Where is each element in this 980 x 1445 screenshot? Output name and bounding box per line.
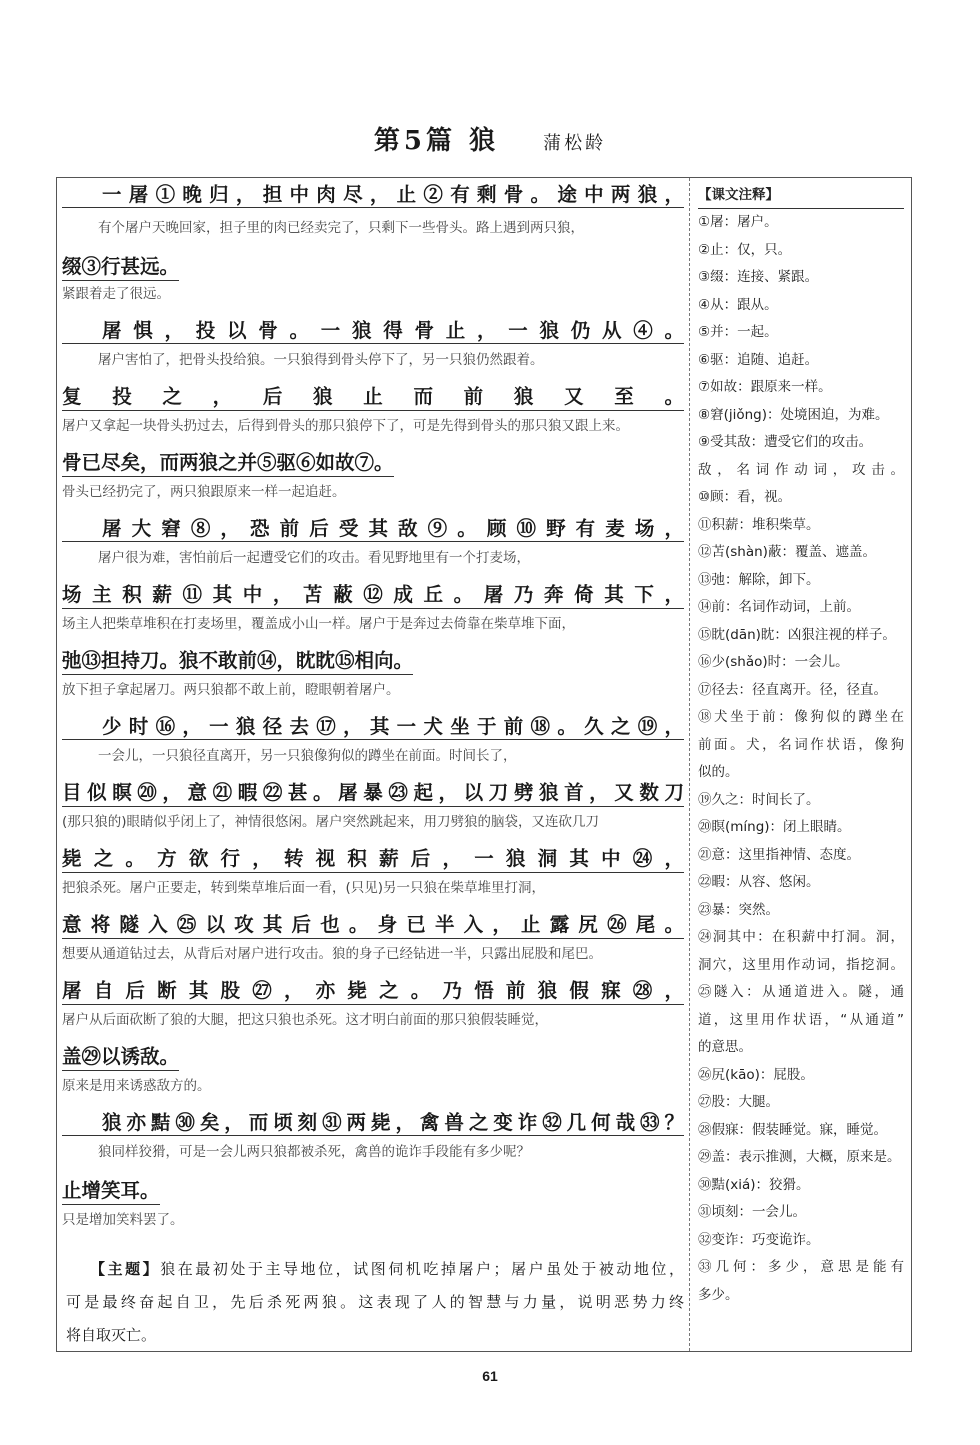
note-item: ⑱犬坐于前：像狗似的蹲坐在 — [698, 709, 904, 725]
modern-line: 放下担子拿起屠刀。两只狼都不敢上前，瞪眼朝着屠户。 — [62, 682, 400, 698]
page-number: 61 — [482, 1368, 498, 1384]
column-divider — [689, 178, 690, 1351]
modern-line: 骨头已经扔完了，两只狼跟原来一样一起追赶。 — [62, 484, 346, 500]
note-item: ⑤并：一起。 — [698, 324, 778, 340]
modern-line: 把狼杀死。屠户正要走，转到柴草堆后面一看，(只见)另一只狼在柴草堆里打洞， — [62, 880, 546, 896]
classical-line: 盖㉙以诱敌。 — [62, 1044, 179, 1071]
note-item: 似的。 — [698, 764, 739, 780]
note-item: ④从：跟从。 — [698, 296, 778, 313]
note-item: ⑬弛：解除，卸下。 — [698, 571, 820, 588]
classical-line: 复投之，后狼止而前狼又至。 — [62, 384, 684, 411]
theme-line: 将自取灭亡。 — [66, 1326, 157, 1344]
classical-line: 骨已尽矣，而两狼之并⑤驱⑥如故⑦。 — [62, 450, 394, 477]
modern-line: 狼同样狡猾，可是一会儿两只狼都被杀死，禽兽的诡诈手段能有多少呢？ — [98, 1144, 530, 1160]
note-item: ②止：仅，只。 — [698, 241, 792, 258]
note-item: ㉗股：大腿。 — [698, 1094, 779, 1110]
note-item: 的意思。 — [698, 1039, 752, 1055]
modern-line: 紧跟着走了很远。 — [62, 286, 170, 302]
modern-line: 一会儿，一只狼径直离开，另一只狼像狗似的蹲坐在前面。时间长了， — [98, 748, 517, 764]
note-item: 多少。 — [698, 1286, 739, 1303]
modern-line: 想要从通道钻过去，从背后对屠户进行攻击。狼的身子已经钻进一半，只露出屁股和尾巴。 — [62, 946, 602, 962]
note-item: ⑦如故：跟原来一样。 — [698, 379, 832, 395]
note-item: ⑪积薪：堆积柴草。 — [698, 516, 820, 533]
note-item: 洞穴，这里用作动词，指挖洞。 — [698, 956, 904, 973]
note-item: ⑥驱：追随、追赶。 — [698, 351, 819, 368]
note-item: ㉝几何：多少，意思是能有 — [698, 1259, 904, 1275]
modern-line: 只是增加笑料罢了。 — [62, 1212, 184, 1228]
classical-line: 少时⑯，一狼径去⑰，其一犬坐于前⑱。久之⑲， — [62, 714, 684, 740]
modern-line: 屠户害怕了，把骨头投给狼。一只狼得到骨头停下了，另一只狼仍然跟着。 — [98, 352, 544, 368]
notes-header: 【课文注释】 — [698, 182, 904, 209]
note-item: ⑭前：名词作动词，上前。 — [698, 599, 860, 615]
classical-line: 场主积薪⑪其中，苫蔽⑫成丘。屠乃奔倚其下， — [62, 582, 684, 609]
modern-line: 屠户又拿起一块骨头扔过去，后得到骨头的那只狼停下了，可是先得到骨头的那只狼又跟上来。 — [62, 418, 629, 434]
page-title — [0, 120, 980, 157]
note-item: ㉚黠(xiá)：狡猾。 — [698, 1176, 810, 1193]
note-item: ㉙盖：表示推测，大概，原来是。 — [698, 1149, 901, 1165]
classical-line: 屠惧，投以骨。一狼得骨止，一狼仍从④。 — [62, 318, 684, 344]
note-item: ㉒暇：从容、悠闲。 — [698, 874, 820, 890]
note-item: ㉓暴：突然。 — [698, 901, 779, 918]
theme-section — [66, 1254, 684, 1353]
note-item: ⑨受其敌：遭受它们的攻击。 — [698, 434, 873, 450]
classical-line: 意将隧入㉕以攻其后也。身已半入，止露尻㉖尾。 — [62, 912, 684, 939]
note-item: ⑧窘(jiǒng)：处境困迫，为难。 — [698, 406, 889, 423]
article-author: 蒲松龄 — [543, 133, 607, 154]
classical-line: 屠自后断其股㉗，亦毙之。乃悟前狼假寐㉘， — [62, 978, 684, 1005]
note-item: ㉕隧入：从通道进入。隧，通 — [698, 984, 904, 1000]
classical-line: 目似瞑⑳，意㉑暇㉒甚。屠暴㉓起，以刀劈狼首，又数刀 — [62, 780, 684, 807]
note-item: ⑯少(shǎo)时：一会儿。 — [698, 654, 849, 670]
note-item: ㉖尻(kāo)：屁股。 — [698, 1066, 814, 1083]
modern-line: (那只狼的)眼睛似乎闭上了，神情很悠闲。屠户突然跳起来，用刀劈狼的脑袋，又连砍几刀 — [62, 814, 600, 830]
classical-line: 狼亦黠㉚矣，而顷刻㉛两毙，禽兽之变诈㉜几何哉㉝？ — [62, 1110, 684, 1136]
modern-line: 有个屠户天晚回家，担子里的肉已经卖完了，只剩下一些骨头。路上遇到两只狼， — [98, 220, 584, 236]
annotation-column — [698, 178, 904, 1309]
modern-line: 原来是用来诱惑敌方的。 — [62, 1078, 211, 1094]
theme-line — [66, 1254, 684, 1287]
note-item: ⑩顾：看，视。 — [698, 489, 792, 505]
modern-line: 屠户从后面砍断了狼的大腿，把这只狼也杀死。这才明白前面的那只狼假装睡觉， — [62, 1012, 548, 1028]
note-item: ⑫苫(shàn)蔽：覆盖、遮盖。 — [698, 544, 876, 560]
classical-line: 屠大窘⑧，恐前后受其敌⑨。顾⑩野有麦场， — [62, 516, 684, 542]
classical-line: 缀③行甚远。 — [62, 254, 179, 281]
note-item: ㉔洞其中：在积薪中打洞。洞， — [698, 929, 904, 945]
note-item: ①屠：屠户。 — [698, 214, 778, 230]
classical-line: 毙之。方欲行，转视积薪后，一狼洞其中㉔， — [62, 846, 684, 873]
theme-text: 狼在最初处于主导地位，试图伺机吃掉屠户；屠户虽处于被动地位， — [160, 1260, 684, 1278]
classical-line: 一屠①晚归，担中肉尽，止②有剩骨。途中两狼， — [62, 182, 684, 208]
note-item: 敌，名词作动词，攻击。 — [698, 461, 904, 478]
note-item: ⑲久之：时间长了。 — [698, 791, 820, 808]
note-item: ⑰径去：径直离开。径，径直。 — [698, 681, 887, 698]
note-item: ⑳瞑(míng)：闭上眼睛。 — [698, 819, 851, 835]
note-item: ㉜变诈：巧变诡诈。 — [698, 1231, 820, 1248]
note-item: ㉛顷刻：一会儿。 — [698, 1204, 806, 1220]
modern-line: 场主人把柴草堆积在打麦场里，覆盖成小山一样。屠户于是奔过去倚靠在柴草堆下面， — [62, 616, 575, 632]
note-item: ㉑意：这里指神情、态度。 — [698, 846, 860, 863]
article-title: 第5篇 狼 — [373, 126, 500, 156]
modern-line: 屠户很为难，害怕前后一起遭受它们的攻击。看见野地里有一个打麦场， — [98, 550, 530, 566]
note-item: ㉘假寐：假装睡觉。寐，睡觉。 — [698, 1121, 887, 1138]
note-item: ⑮眈(dān)眈：凶狠注视的样子。 — [698, 626, 896, 643]
classical-line: 弛⑬担持刀。狼不敢前⑭，眈眈⑮相向。 — [62, 648, 413, 675]
theme-label: 【主题】 — [90, 1260, 161, 1278]
theme-line: 可是最终奋起自卫，先后杀死两狼。这表现了人的智慧与力量，说明恶势力终 — [66, 1293, 684, 1311]
note-item: 道，这里用作状语，“从通道” — [698, 1011, 904, 1028]
classical-line: 止增笑耳。 — [62, 1178, 160, 1205]
note-item: ③缀：连接、紧跟。 — [698, 269, 819, 285]
notes-list — [698, 209, 904, 1309]
note-item: 前面。犬，名词作状语，像狗 — [698, 736, 904, 753]
